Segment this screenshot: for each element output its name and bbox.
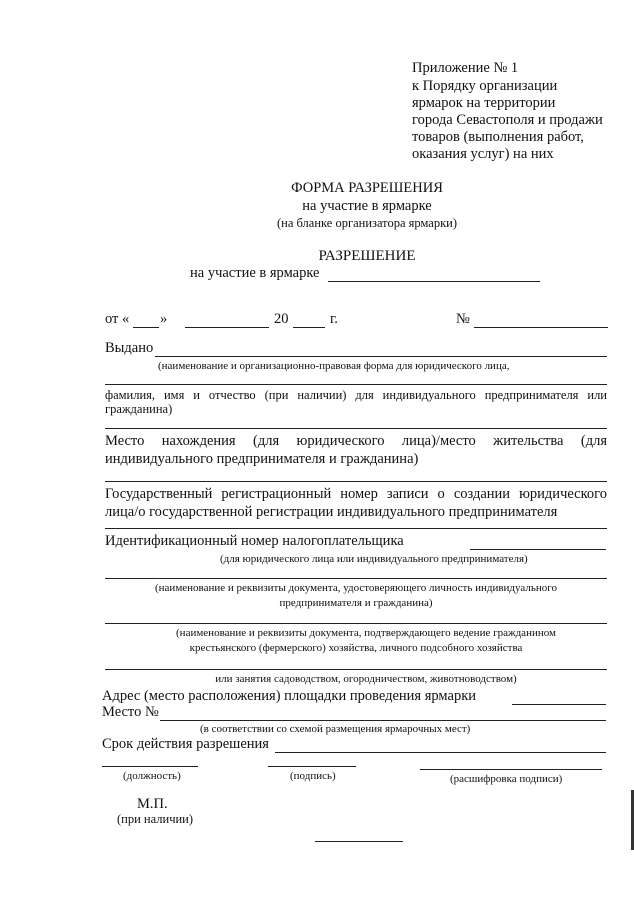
issued-line-2	[105, 384, 607, 385]
farm-doc-hint: (наименование и реквизиты документа, подтверждающего ведение гражданином	[176, 627, 556, 639]
month-line	[185, 327, 269, 328]
signature-line	[268, 766, 356, 767]
inn-label: Идентификационный номер налогоплательщика	[105, 533, 404, 549]
day-line	[133, 327, 159, 328]
permit-title: РАЗРЕШЕНИЕ	[318, 248, 416, 264]
permit-subtitle: на участие в ярмарке	[190, 265, 320, 281]
validity-label: Срок действия разрешения	[102, 736, 269, 752]
appendix-line: города Севастополя и продажи	[412, 112, 603, 128]
footer-separator	[315, 841, 403, 842]
year-suffix: г.	[330, 311, 338, 327]
year-line	[293, 327, 325, 328]
inn-hint: (для юридического лица или индивидуального предпринимателя)	[220, 553, 528, 565]
appendix-line: Приложение № 1	[412, 60, 519, 76]
decoding-caption: (расшифровка подписи)	[450, 773, 563, 785]
registration-label: Государственный регистрационный номер записи о создании юридического	[105, 486, 607, 502]
place-label: Место №	[102, 704, 159, 720]
form-subtitle: на участие в ярмарке	[302, 198, 432, 214]
registration-label-2: лица/о государственной регистрации индивидуального предпринимателя	[105, 504, 558, 520]
appendix-line: товаров (выполнения работ,	[412, 129, 584, 145]
id-doc-hint-2: предпринимателя и гражданина)	[279, 597, 433, 609]
position-line	[102, 766, 198, 767]
issued-hint-2: фамилия, имя и отчество (при наличии) для индивидуального предпринимателя или	[105, 388, 607, 402]
inn-line	[470, 549, 606, 550]
appendix-line: ярмарок на территории	[412, 95, 556, 111]
number-label: №	[456, 311, 470, 327]
farm-doc-hint-2: крестьянского (фермерского) хозяйства, личного подсобного хозяйства	[189, 642, 523, 654]
year-prefix: 20	[274, 311, 289, 327]
id-doc-hint: (наименование и реквизиты документа, удостоверяющего личность индивидуального	[155, 582, 557, 594]
date-from-label: от «	[105, 311, 130, 327]
number-line	[474, 327, 608, 328]
place-hint: (в соответствии со схемой размещения ярмарочных мест)	[200, 723, 471, 735]
location-label-2: индивидуального предпринимателя и гражданина)	[105, 451, 419, 467]
appendix-line: к Порядку организации	[412, 78, 558, 94]
date-quote-close: »	[160, 311, 168, 327]
farm-doc-line-2	[105, 669, 607, 670]
issued-hint: (наименование и организационно-правовая форма для юридического лица,	[158, 360, 510, 372]
id-doc-line	[105, 578, 607, 579]
inn-top-line	[105, 528, 607, 529]
issued-hint-3: гражданина)	[105, 402, 173, 416]
fair-name-line	[328, 281, 540, 282]
farm-doc-line	[105, 623, 607, 624]
form-title: ФОРМА РАЗРЕШЕНИЯ	[291, 180, 443, 196]
farm-doc-hint-3: или занятия садоводством, огородничеством, животноводством)	[215, 673, 517, 685]
fair-address-label: Адрес (место расположения) площадки проведения ярмарки	[102, 688, 476, 704]
position-caption: (должность)	[123, 770, 181, 782]
registration-top-line	[105, 481, 607, 482]
appendix-line: оказания услуг) на них	[412, 146, 554, 162]
validity-line	[275, 752, 606, 753]
location-label: Место нахождения (для юридического лица)/место жительства (для	[105, 433, 607, 449]
stamp-note: (при наличии)	[117, 812, 194, 826]
form-note: (на бланке организатора ярмарки)	[276, 216, 458, 230]
location-top-line	[105, 428, 607, 429]
issued-label: Выдано	[105, 340, 154, 356]
stamp-label: М.П.	[137, 796, 168, 812]
issued-line	[155, 356, 607, 357]
place-line	[160, 720, 606, 721]
fair-address-line	[512, 704, 606, 705]
decoding-line	[420, 769, 602, 770]
signature-caption: (подпись)	[290, 770, 336, 782]
